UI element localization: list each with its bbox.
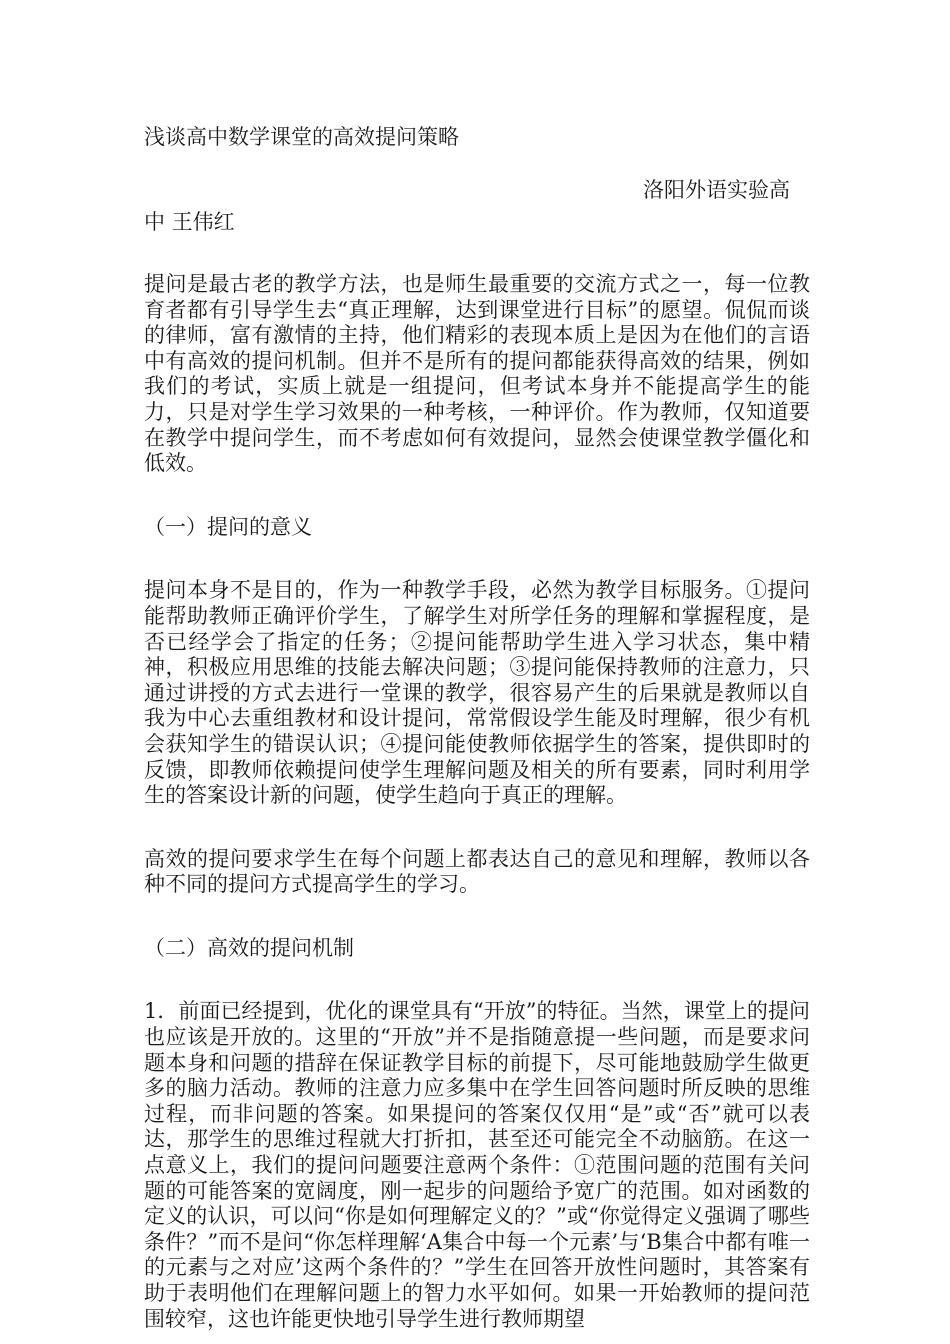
intro-paragraph: 提问是最古老的教学方法，也是师生最重要的交流方式之一，每一位教育者都有引导学生去“真正理解，达到课堂进行目标”的愿望。侃侃而谈的律师，富有激情的主持，他们精彩的表现本质上是因为在他们的言语中有高效的提问机制。但并不是所有的提问都能获得高效的结果，例如我们的考试，实质上就是一组提问，但考试本身并不能提高学生的能力，只是对学生学习效果的一种考核，一种评价。作为教师，仅知道要在教学中提问学生，而不考虑如何有效提问，显然会使课堂教学僵化和低效。 bbox=[144, 272, 810, 476]
efficient-question-paragraph: 高效的提问要求学生在每个问题上都表达自己的意见和理解，教师以各种不同的提问方式提高学生的学习。 bbox=[144, 846, 810, 897]
document-page bbox=[144, 120, 810, 1332]
author-affiliation: 洛阳外语实验高 bbox=[643, 178, 790, 202]
section-heading-mechanism: （二）高效的提问机制 bbox=[144, 935, 354, 960]
author-name: 中 王伟红 bbox=[144, 210, 235, 234]
meaning-paragraph: 提问本身不是目的，作为一种教学手段，必然为教学目标服务。①提问能帮助教师正确评价学生，了解学生对所学任务的理解和掌握程度，是否已经学会了指定的任务；②提问能帮助学生进入学习状态，集中精神，积极应用思维的技能去解决问题；③提问能保持教师的注意力，只通过讲授的方式去进行一堂课的教学，很容易产生的后果就是教师以自我为中心去重组教材和设计提问，常常假设学生能及时理解，很少有机会获知学生的错误认识；④提问能使教师依据学生的答案，提供即时的反馈，即教师依赖提问使学生理解问题及相关的所有要素，同时利用学生的答案设计新的问题，使学生趋向于真正的理解。 bbox=[144, 578, 810, 808]
mechanism-paragraph: 1．前面已经提到，优化的课堂具有“开放”的特征。当然，课堂上的提问也应该是开放的。这里的“开放”并不是指随意提一些问题，而是要求问题本身和问题的措辞在保证教学目标的前提下，尽可能地鼓励学生做更多的脑力活动。教师的注意力应多集中在学生回答问题时所反映的思维过程，而非问题的答案。如果提问的答案仅仅用“是”或“否”就可以表达，那学生的思维过程就大打折扣，甚至还可能完全不动脑筋。在这一点意义上，我们的提问问题要注意两个条件：①范围问题的范围有关问题的可能答案的宽阔度，刚一起步的问题给予宽广的范围。如对函数的定义的认识，可以问“你是如何理解定义的？”或“你觉得定义强调了哪些条件？”而不是问“你怎样理解‘A集合中每一个元素’与‘B集合中都有唯一的元素与之对应’这两个条件的？”学生在回答开放性问题时，其答案有助于表明他们在理解问题上的智力水平如何。如果一开始教师的提问范围较窄，这也许能更快地引导学生进行教师期望 bbox=[144, 999, 810, 1331]
section-heading-meaning: （一）提问的意义 bbox=[144, 514, 312, 539]
document-title: 浅谈高中数学课堂的高效提问策略 bbox=[144, 125, 459, 149]
